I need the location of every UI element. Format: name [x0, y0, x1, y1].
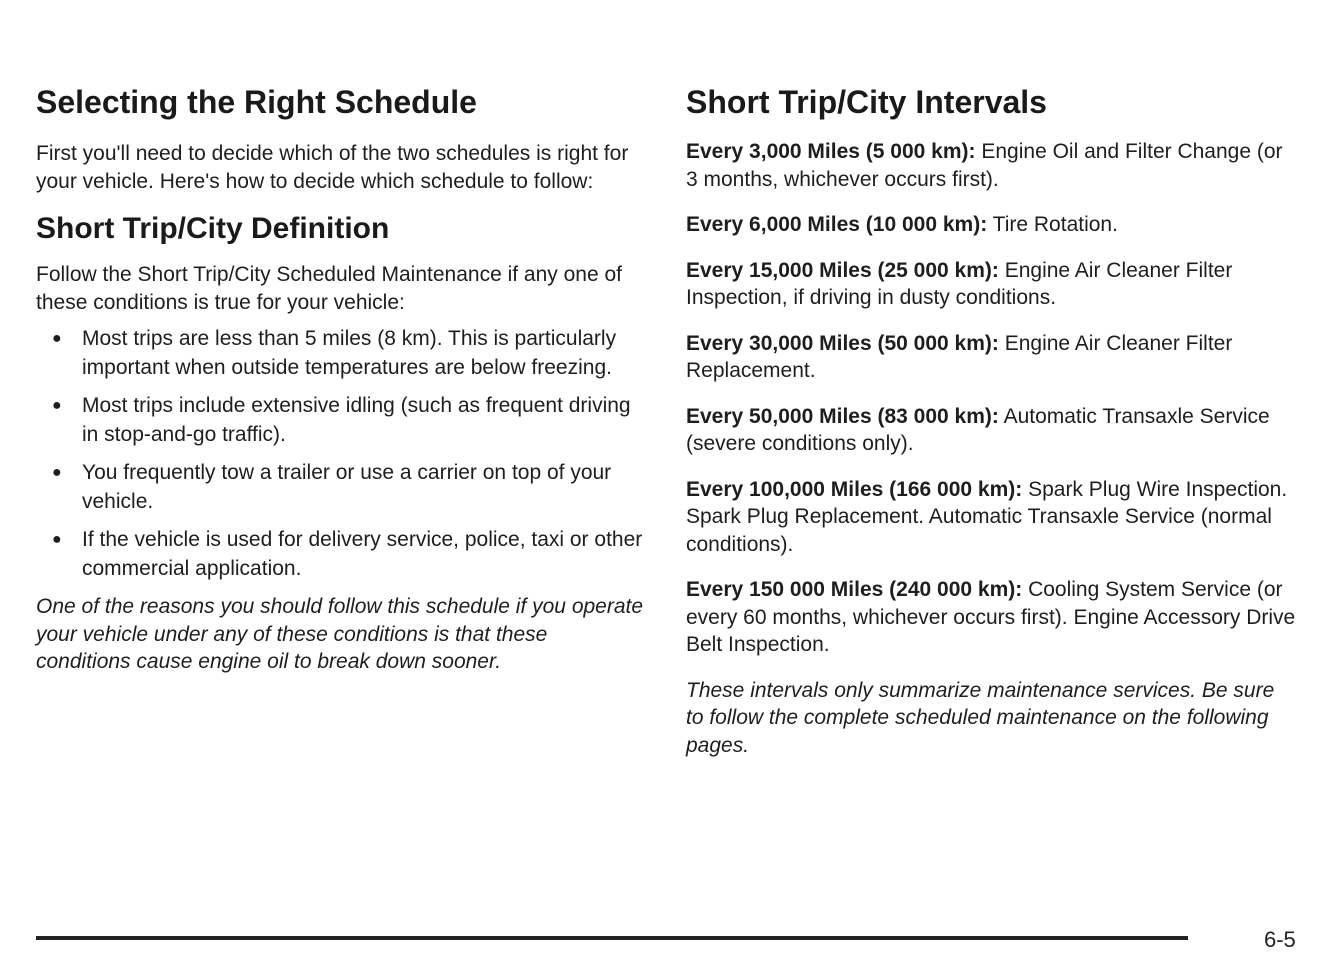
interval-item [686, 211, 1296, 239]
condition-text: You frequently tow a trailer or use a carrier on top of your vehicle. [82, 461, 612, 513]
interval-item [686, 138, 1296, 193]
interval-text: Automatic Transaxle Service (severe conditions only). [686, 404, 1270, 455]
interval-label: Every 50,000 Miles (83 000 km): [686, 404, 999, 428]
interval-text: Engine Air Cleaner Filter Inspection, if driving in dusty conditions. [686, 258, 1233, 309]
interval-text: Tire Rotation. [992, 213, 1118, 236]
interval-label: Every 30,000 Miles (50 000 km): [686, 331, 999, 355]
conditions-list [36, 325, 646, 583]
interval-text: Cooling System Service (or every 60 months, whichever occurs first). Engine Accessory Drive Belt Inspection. [686, 578, 1296, 656]
list-item [36, 459, 646, 516]
interval-label: Every 100,000 Miles (166 000 km): [686, 477, 1023, 501]
interval-label: Every 3,000 Miles (5 000 km): [686, 140, 976, 163]
bullet-icon: ● [52, 397, 62, 414]
interval-item [686, 257, 1296, 312]
bullet-icon: ● [52, 464, 62, 481]
right-column [686, 80, 1296, 759]
intro-paragraph: First you'll need to decide which of the two schedules is right for your vehicle. Here's how to decide which schedule to follow: [36, 142, 629, 193]
definition-intro-paragraph: Follow the Short Trip/City Scheduled Maintenance if any one of these conditions is true for your vehicle: [36, 263, 622, 314]
bullet-icon: ● [52, 330, 62, 347]
footer-rule [36, 936, 1188, 940]
list-item [36, 325, 646, 382]
section-title-selecting-schedule: Selecting the Right Schedule [36, 84, 477, 120]
interval-text: Spark Plug Wire Inspection. Spark Plug Replacement. Automatic Transaxle Service (normal conditions). [686, 477, 1288, 556]
interval-item [686, 476, 1296, 559]
intervals-summary-note: These intervals only summarize maintenance services. Be sure to follow the complete scheduled maintenance on the following pages. [686, 678, 1275, 757]
list-item [36, 526, 646, 583]
oil-breakdown-note: One of the reasons you should follow this schedule if you operate your vehicle under any of these conditions is that these conditions cause engine oil to break down sooner. [36, 595, 644, 673]
interval-text: Engine Air Cleaner Filter Replacement. [686, 331, 1233, 382]
condition-text: Most trips are less than 5 miles (8 km). This is particularly important when outside temperatures are below freezing. [82, 327, 617, 379]
section-title-short-trip-intervals: Short Trip/City Intervals [686, 84, 1047, 120]
page-number: 6-5 [1264, 927, 1296, 952]
interval-item [686, 576, 1296, 659]
interval-item [686, 330, 1296, 385]
interval-item [686, 403, 1296, 458]
interval-label: Every 150 000 Miles (240 000 km): [686, 578, 1023, 601]
list-item [36, 392, 646, 449]
left-column [36, 80, 646, 676]
interval-text: Engine Oil and Filter Change (or 3 months, whichever occurs first). [686, 140, 1283, 191]
condition-text: Most trips include extensive idling (such as frequent driving in stop-and-go traffic). [82, 394, 631, 446]
condition-text: If the vehicle is used for delivery service, police, taxi or other commercial application. [82, 528, 643, 580]
bullet-icon: ● [52, 531, 62, 548]
interval-label: Every 15,000 Miles (25 000 km): [686, 258, 999, 282]
section-title-short-trip-definition: Short Trip/City Definition [36, 212, 390, 245]
interval-label: Every 6,000 Miles (10 000 km): [686, 213, 988, 236]
